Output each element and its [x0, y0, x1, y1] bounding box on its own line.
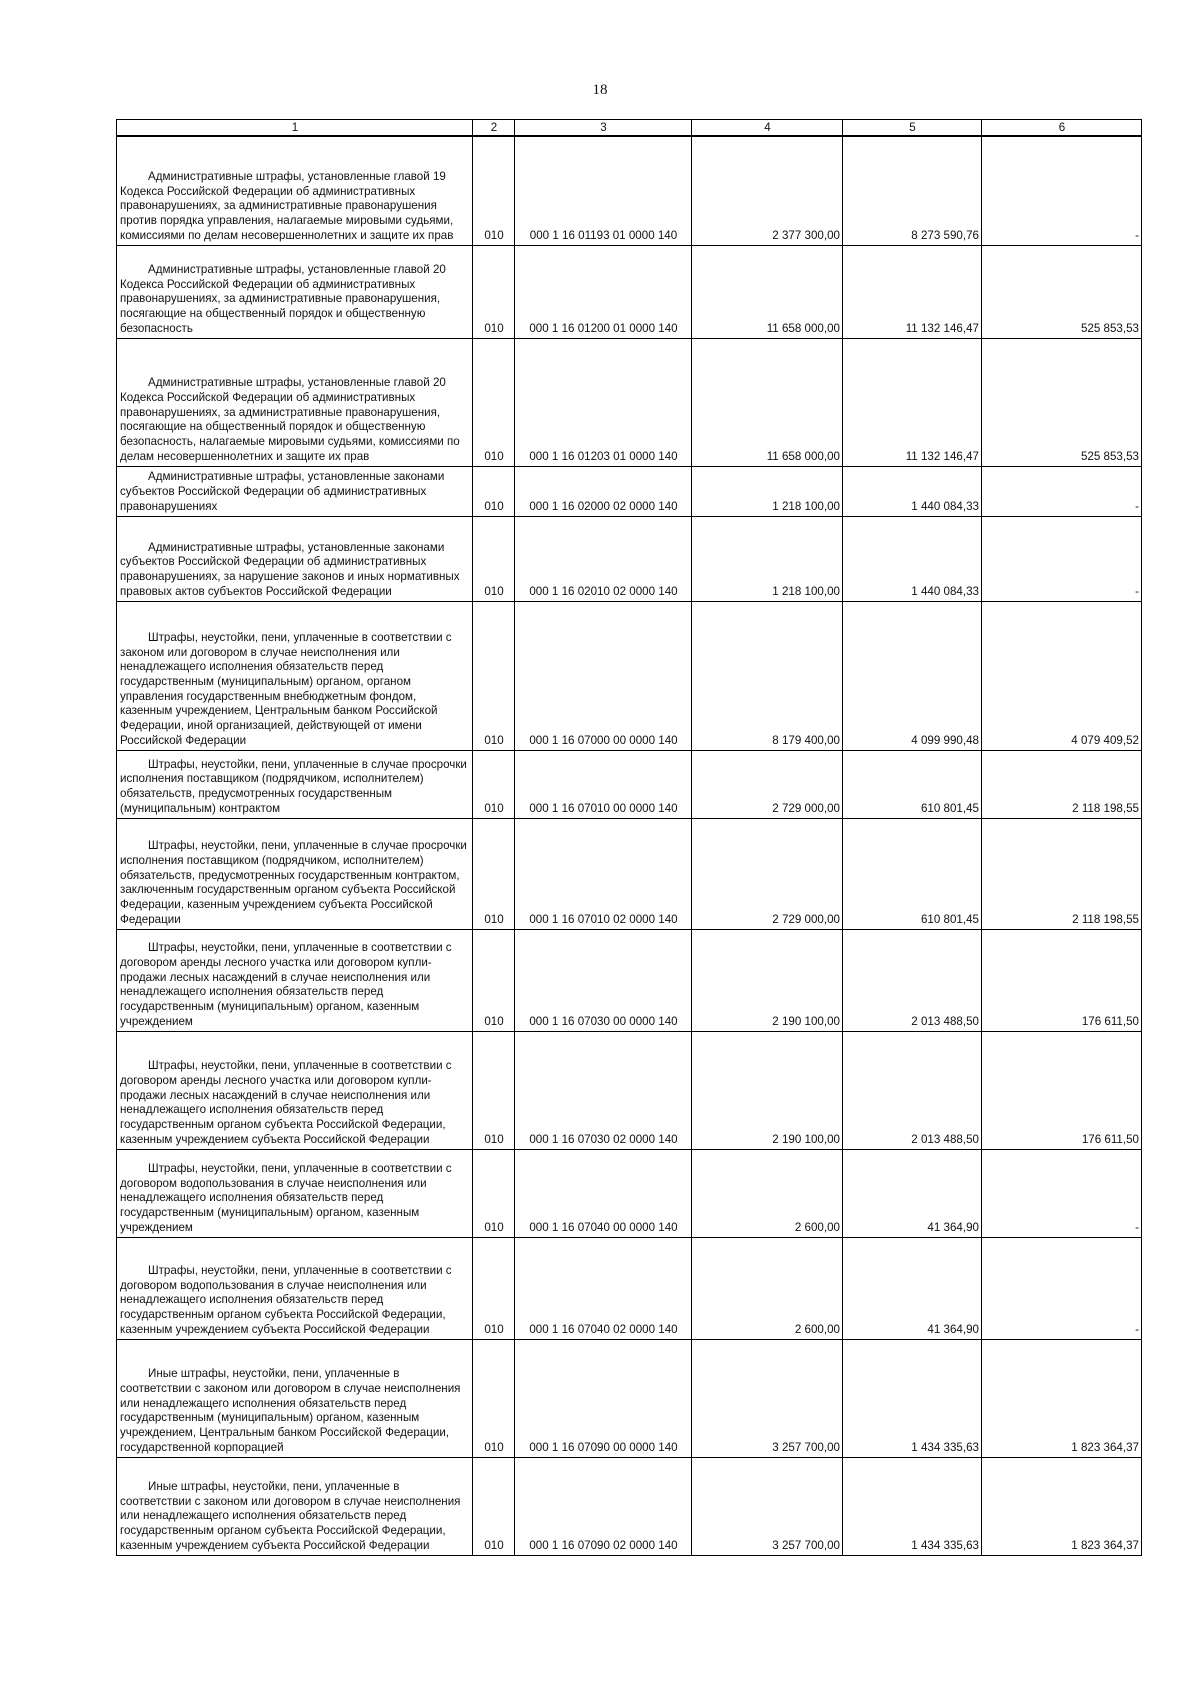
row-remaining: - [982, 136, 1142, 245]
row-name: Штрафы, неустойки, пени, уплаченные в соответствии с договором водопользования в случае неисполнения или ненадлежащего исполнения обязательств перед государственным (муниципальным) органом, казенным учреждением [117, 1149, 473, 1237]
table-row [117, 601, 1142, 750]
header-row [117, 120, 1142, 137]
row-plan: 2 600,00 [692, 1237, 843, 1339]
row-name: Иные штрафы, неустойки, пени, уплаченные в соответствии с законом или договором в случае неисполнения или ненадлежащего исполнения обязательств перед государственным органом субъекта Российской Федерации, казенным учреждением субъекта Российской Федерации [117, 1457, 473, 1555]
row-remaining: 2 118 198,55 [982, 818, 1142, 929]
row-plan: 1 218 100,00 [692, 466, 843, 516]
row-plan: 11 658 000,00 [692, 245, 843, 338]
row-budget-code: 000 1 16 02010 02 0000 140 [515, 516, 692, 601]
row-budget-code: 000 1 16 02000 02 0000 140 [515, 466, 692, 516]
row-plan: 2 600,00 [692, 1149, 843, 1237]
row-budget-code: 000 1 16 01200 01 0000 140 [515, 245, 692, 338]
table-row [117, 750, 1142, 818]
header-col-6: 6 [982, 120, 1142, 137]
row-budget-code: 000 1 16 07040 02 0000 140 [515, 1237, 692, 1339]
table-row [117, 1457, 1142, 1555]
row-budget-code: 000 1 16 01203 01 0000 140 [515, 338, 692, 466]
header-col-2: 2 [473, 120, 515, 137]
row-plan: 1 218 100,00 [692, 516, 843, 601]
row-executed: 2 013 488,50 [843, 1031, 982, 1149]
row-name: Административные штрафы, установленные законами субъектов Российской Федерации об административных правонарушениях [117, 466, 473, 516]
row-name: Штрафы, неустойки, пени, уплаченные в соответствии с законом или договором в случае неисполнения или ненадлежащего исполнения обязательств перед государственным (муниципальным) органом, органом управления государственным внебюджетным фондом, казенным учреждением, Центральным банком Российской Федерации, иной организацией, действующей от имени Российской Федерации [117, 601, 473, 750]
row-line-code: 010 [473, 516, 515, 601]
row-budget-code: 000 1 16 07010 02 0000 140 [515, 818, 692, 929]
table-row [117, 929, 1142, 1031]
row-name: Штрафы, неустойки, пени, уплаченные в случае просрочки исполнения поставщиком (подрядчиком, исполнителем) обязательств, предусмотренных государственным контрактом, заключенным государственным органом субъекта Российской Федерации, казенным учреждением субъекта Российской Федерации [117, 818, 473, 929]
table-row [117, 1031, 1142, 1149]
row-plan: 3 257 700,00 [692, 1457, 843, 1555]
table-row [117, 338, 1142, 466]
row-executed: 1 440 084,33 [843, 466, 982, 516]
row-remaining: - [982, 1237, 1142, 1339]
row-name: Административные штрафы, установленные главой 20 Кодекса Российской Федерации об административных правонарушениях, за административные правонарушения, посягающие на общественный порядок и общественную безопасность [117, 245, 473, 338]
row-executed: 11 132 146,47 [843, 245, 982, 338]
header-col-3: 3 [515, 120, 692, 137]
row-executed: 1 434 335,63 [843, 1339, 982, 1457]
row-line-code: 010 [473, 1149, 515, 1237]
row-plan: 8 179 400,00 [692, 601, 843, 750]
page-number: 18 [592, 82, 608, 98]
row-executed: 2 013 488,50 [843, 929, 982, 1031]
table-row [117, 245, 1142, 338]
row-line-code: 010 [473, 1339, 515, 1457]
header-col-4: 4 [692, 120, 843, 137]
revenue-table [116, 119, 1142, 1556]
row-budget-code: 000 1 16 07090 02 0000 140 [515, 1457, 692, 1555]
row-executed: 4 099 990,48 [843, 601, 982, 750]
table-row [117, 466, 1142, 516]
table-row [117, 1149, 1142, 1237]
row-line-code: 010 [473, 601, 515, 750]
table-row [117, 1237, 1142, 1339]
row-budget-code: 000 1 16 07030 00 0000 140 [515, 929, 692, 1031]
row-remaining: 4 079 409,52 [982, 601, 1142, 750]
row-name: Штрафы, неустойки, пени, уплаченные в соответствии с договором аренды лесного участка или договором купли-продажи лесных насаждений в случае неисполнения или ненадлежащего исполнения обязательств перед государственным (муниципальным) органом, казенным учреждением [117, 929, 473, 1031]
table-row [117, 136, 1142, 245]
row-plan: 2 190 100,00 [692, 929, 843, 1031]
row-name: Штрафы, неустойки, пени, уплаченные в случае просрочки исполнения поставщиком (подрядчиком, исполнителем) обязательств, предусмотренных государственным (муниципальным) контрактом [117, 750, 473, 818]
row-executed: 41 364,90 [843, 1237, 982, 1339]
row-plan: 11 658 000,00 [692, 338, 843, 466]
row-name: Штрафы, неустойки, пени, уплаченные в соответствии с договором водопользования в случае неисполнения или ненадлежащего исполнения обязательств перед государственным органом субъекта Российской Федерации, казенным учреждением субъекта Российской Федерации [117, 1237, 473, 1339]
row-executed: 610 801,45 [843, 750, 982, 818]
row-line-code: 010 [473, 136, 515, 245]
row-plan: 3 257 700,00 [692, 1339, 843, 1457]
row-line-code: 010 [473, 1031, 515, 1149]
row-budget-code: 000 1 16 07090 00 0000 140 [515, 1339, 692, 1457]
row-remaining: 525 853,53 [982, 245, 1142, 338]
row-name: Административные штрафы, установленные главой 19 Кодекса Российской Федерации об административных правонарушениях, за административные правонарушения против порядка управления, налагаемые мировыми судьями, комиссиями по делам несовершеннолетних и защите их прав [117, 136, 473, 245]
row-plan: 2 729 000,00 [692, 750, 843, 818]
row-remaining: - [982, 466, 1142, 516]
row-executed: 11 132 146,47 [843, 338, 982, 466]
row-remaining: - [982, 516, 1142, 601]
row-remaining: 1 823 364,37 [982, 1339, 1142, 1457]
row-line-code: 010 [473, 245, 515, 338]
header-col-5: 5 [843, 120, 982, 137]
row-line-code: 010 [473, 1457, 515, 1555]
row-executed: 8 273 590,76 [843, 136, 982, 245]
header-col-1: 1 [117, 120, 473, 137]
row-remaining: 2 118 198,55 [982, 750, 1142, 818]
row-budget-code: 000 1 16 07030 02 0000 140 [515, 1031, 692, 1149]
row-remaining: 176 611,50 [982, 929, 1142, 1031]
row-remaining: 1 823 364,37 [982, 1457, 1142, 1555]
row-plan: 2 377 300,00 [692, 136, 843, 245]
table-row [117, 818, 1142, 929]
table-row [117, 1339, 1142, 1457]
row-executed: 1 434 335,63 [843, 1457, 982, 1555]
row-line-code: 010 [473, 466, 515, 516]
row-budget-code: 000 1 16 07000 00 0000 140 [515, 601, 692, 750]
row-name: Иные штрафы, неустойки, пени, уплаченные в соответствии с законом или договором в случае неисполнения или ненадлежащего исполнения обязательств перед государственным (муниципальным) органом, казенным учреждением, Центральным банком Российской Федерации, государственной корпорацией [117, 1339, 473, 1457]
row-line-code: 010 [473, 929, 515, 1031]
row-remaining: - [982, 1149, 1142, 1237]
row-line-code: 010 [473, 338, 515, 466]
row-name: Штрафы, неустойки, пени, уплаченные в соответствии с договором аренды лесного участка или договором купли-продажи лесных насаждений в случае неисполнения или ненадлежащего исполнения обязательств перед государственным органом субъекта Российской Федерации, казенным учреждением субъекта Российской Федерации [117, 1031, 473, 1149]
row-plan: 2 729 000,00 [692, 818, 843, 929]
row-line-code: 010 [473, 818, 515, 929]
row-executed: 41 364,90 [843, 1149, 982, 1237]
row-executed: 1 440 084,33 [843, 516, 982, 601]
row-line-code: 010 [473, 1237, 515, 1339]
table-row [117, 516, 1142, 601]
row-remaining: 176 611,50 [982, 1031, 1142, 1149]
row-executed: 610 801,45 [843, 818, 982, 929]
row-name: Административные штрафы, установленные законами субъектов Российской Федерации об административных правонарушениях, за нарушение законов и иных нормативных правовых актов субъектов Российской Федерации [117, 516, 473, 601]
row-name: Административные штрафы, установленные главой 20 Кодекса Российской Федерации об административных правонарушениях, за административные правонарушения, посягающие на общественный порядок и общественную безопасность, налагаемые мировыми судьями, комиссиями по делам несовершеннолетних и защите их прав [117, 338, 473, 466]
row-line-code: 010 [473, 750, 515, 818]
row-remaining: 525 853,53 [982, 338, 1142, 466]
row-budget-code: 000 1 16 07040 00 0000 140 [515, 1149, 692, 1237]
row-plan: 2 190 100,00 [692, 1031, 843, 1149]
row-budget-code: 000 1 16 07010 00 0000 140 [515, 750, 692, 818]
row-budget-code: 000 1 16 01193 01 0000 140 [515, 136, 692, 245]
